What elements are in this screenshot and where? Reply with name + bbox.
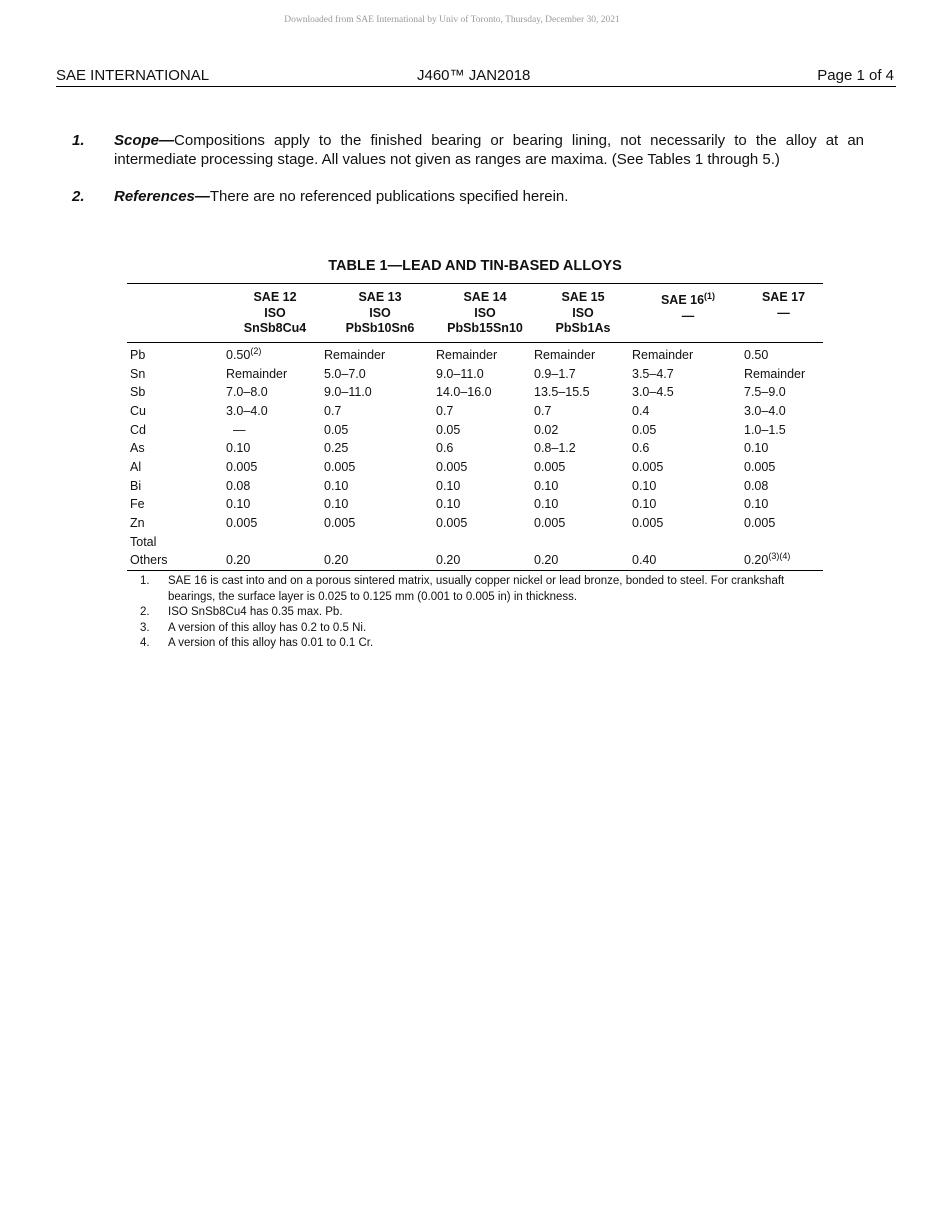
table-row: [127, 514, 823, 533]
value-cell: 0.6: [632, 441, 650, 456]
value-cell: [632, 532, 744, 551]
section-number: 1.: [72, 132, 85, 149]
value-cell: 0.20: [436, 553, 461, 568]
footnote: [140, 605, 800, 621]
value-cell: 0.05: [436, 422, 461, 437]
value-cell: 0.7: [436, 403, 454, 418]
section-body: [114, 187, 864, 206]
value-cell: 0.10: [744, 497, 769, 512]
footnote-ref: (2): [250, 345, 262, 356]
download-watermark: Downloaded from SAE International by Univ of Toronto, Thursday, December 30, 2021: [284, 15, 620, 25]
value-cell: Remainder: [324, 347, 386, 362]
footnote-number: 1.: [140, 575, 150, 587]
footnote-text: A version of this alloy has 0.2 to 0.5 Ni.: [168, 621, 367, 634]
value-cell: 0.005: [324, 459, 356, 474]
value-cell: 0.05: [324, 422, 349, 437]
footnote-ref: (1): [704, 290, 716, 301]
value-cell: [324, 532, 436, 551]
value-cell: 0.20: [534, 553, 559, 568]
value-cell: 0.005: [534, 459, 566, 474]
value-cell: 0.10: [534, 497, 559, 512]
value-cell: 0.20: [226, 553, 251, 568]
value-cell: 3.5–4.7: [632, 366, 674, 381]
table-row: [127, 476, 823, 495]
value-cell: 0.7: [534, 403, 552, 418]
element-cell: Fe: [130, 497, 145, 512]
footnote-text: SAE 16 is cast into and on a porous sintered matrix, usually copper nickel or lead bronze, bonded to steel. For crankshaft bearings, the surface layer is 0.025 to 0.125 mm (0.001 to 0.005 in) in thickness.: [168, 575, 785, 603]
value-cell: 0.10: [744, 441, 769, 456]
value-cell: 0.10: [632, 497, 657, 512]
table-row: [127, 458, 823, 477]
value-cell: 0.10: [436, 478, 461, 493]
footnote: [140, 621, 800, 637]
value-cell: 0.25: [324, 441, 349, 456]
column-header: SAE 12 ISO SnSb8Cu4: [226, 284, 324, 343]
section-body: [114, 131, 864, 169]
value-cell: 0.10: [324, 478, 349, 493]
element-cell: Al: [130, 459, 142, 474]
element-cell: Zn: [130, 516, 145, 531]
value-cell: 9.0–11.0: [324, 385, 372, 400]
page-header: [56, 66, 896, 87]
value-cell: $0.20^{(3)(4)}$: [744, 551, 791, 568]
element-cell: Others: [130, 553, 168, 568]
value-cell: 0.10: [436, 497, 461, 512]
value-cell: 0.005: [436, 516, 468, 531]
footnote-ref: (3)(4): [768, 551, 791, 562]
value-cell: 0.005: [226, 516, 258, 531]
table-row: [127, 402, 823, 421]
value-cell: 0.10: [226, 441, 251, 456]
value-cell: [534, 532, 632, 551]
value-cell: Remainder: [632, 347, 694, 362]
footnote-number: 2.: [140, 606, 150, 618]
table-row: [127, 420, 823, 439]
element-cell: Pb: [130, 347, 146, 362]
organization-name: SAE INTERNATIONAL: [56, 67, 210, 84]
section-scope: [72, 131, 864, 169]
column-header: SAE 16$^{(1)}$ —: [632, 284, 744, 343]
element-cell: Cu: [130, 403, 146, 418]
element-column-header: [127, 284, 226, 343]
value-cell: 0.4: [632, 403, 650, 418]
section-title: References—: [114, 188, 210, 205]
table-row: [127, 551, 823, 570]
table-row: [127, 532, 823, 551]
value-cell: 5.0–7.0: [324, 366, 366, 381]
element-cell: As: [130, 441, 145, 456]
table-row: [127, 495, 823, 514]
value-cell: 3.0–4.0: [226, 403, 268, 418]
value-cell: 0.005: [744, 459, 776, 474]
value-cell: 0.005: [632, 516, 664, 531]
value-cell: 0.9–1.7: [534, 366, 576, 381]
element-cell: Sb: [130, 385, 146, 400]
value-cell: 0.005: [226, 459, 258, 474]
table-footnotes: [140, 574, 800, 652]
value-cell: 0.005: [324, 516, 356, 531]
value-cell: 0.10: [534, 478, 559, 493]
value-cell: 3.0–4.0: [744, 403, 786, 418]
alloy-composition-table: [127, 283, 823, 571]
element-cell: Bi: [130, 478, 142, 493]
value-cell: Remainder: [744, 366, 806, 381]
column-header: SAE 17 —: [744, 284, 823, 343]
table-row: [127, 383, 823, 402]
column-header: SAE 15 ISO PbSb1As: [534, 284, 632, 343]
table-header-row: [127, 284, 823, 343]
value-cell: —: [226, 422, 246, 437]
value-cell: 0.08: [744, 478, 769, 493]
value-cell: 13.5–15.5: [534, 385, 590, 400]
value-cell: 3.0–4.5: [632, 385, 674, 400]
value-cell: Remainder: [534, 347, 596, 362]
value-cell: 0.40: [632, 553, 657, 568]
section-number: 2.: [72, 188, 85, 205]
document-id: J460™ JAN2018: [417, 67, 531, 84]
value-cell: [436, 532, 534, 551]
column-header: SAE 13 ISO PbSb10Sn6: [324, 284, 436, 343]
value-cell: Remainder: [226, 366, 288, 381]
section-text: Compositions apply to the finished bearing or bearing lining, not necessarily to the alloy at an intermediate processing stage. All values not given as ranges are maxima. (See Tables 1 through 5.): [114, 132, 864, 168]
value-cell: 7.0–8.0: [226, 385, 268, 400]
element-cell: Total: [130, 534, 157, 549]
footnote-text: ISO SnSb8Cu4 has 0.35 max. Pb.: [168, 606, 343, 618]
value-cell: 0.02: [534, 422, 559, 437]
element-cell: Cd: [130, 422, 146, 437]
table-row: [127, 364, 823, 383]
table-row: [127, 342, 823, 364]
section-text: There are no referenced publications specified herein.: [209, 188, 569, 205]
footnote: [140, 574, 800, 605]
value-cell: [744, 532, 823, 551]
value-cell: 0.005: [436, 459, 468, 474]
table-title: TABLE 1—LEAD AND TIN-BASED ALLOYS: [328, 258, 622, 274]
footnote: [140, 636, 800, 652]
value-cell: 14.0–16.0: [436, 385, 492, 400]
column-header: SAE 14 ISO PbSb15Sn10: [436, 284, 534, 343]
value-cell: 0.08: [226, 478, 251, 493]
value-cell: 0.50: [744, 347, 769, 362]
value-cell: 0.005: [632, 459, 664, 474]
value-cell: 9.0–11.0: [436, 366, 484, 381]
value-cell: 0.005: [534, 516, 566, 531]
footnote-text: A version of this alloy has 0.01 to 0.1 Cr.: [168, 637, 374, 649]
value-cell: 0.005: [744, 516, 776, 531]
footnote-number: 3.: [140, 621, 150, 634]
value-cell: 0.7: [324, 403, 342, 418]
value-cell: 0.10: [226, 497, 251, 512]
value-cell: 0.05: [632, 422, 657, 437]
table-row: [127, 439, 823, 458]
value-cell: 0.20: [324, 553, 349, 568]
footnote-number: 4.: [140, 637, 150, 649]
element-cell: Sn: [130, 366, 146, 381]
value-cell: 0.6: [436, 441, 454, 456]
value-cell: 0.10: [324, 497, 349, 512]
page-number: Page 1 of 4: [817, 67, 894, 84]
value-cell: 0.50$^{(2)}$: [226, 345, 262, 362]
section-references: [72, 187, 864, 206]
value-cell: 0.10: [632, 478, 657, 493]
value-cell: Remainder: [436, 347, 498, 362]
value-cell: 7.5–9.0: [744, 385, 786, 400]
value-cell: 0.8–1.2: [534, 441, 576, 456]
value-cell: 1.0–1.5: [744, 422, 786, 437]
section-title: Scope—: [114, 132, 175, 149]
value-cell: [226, 532, 324, 551]
